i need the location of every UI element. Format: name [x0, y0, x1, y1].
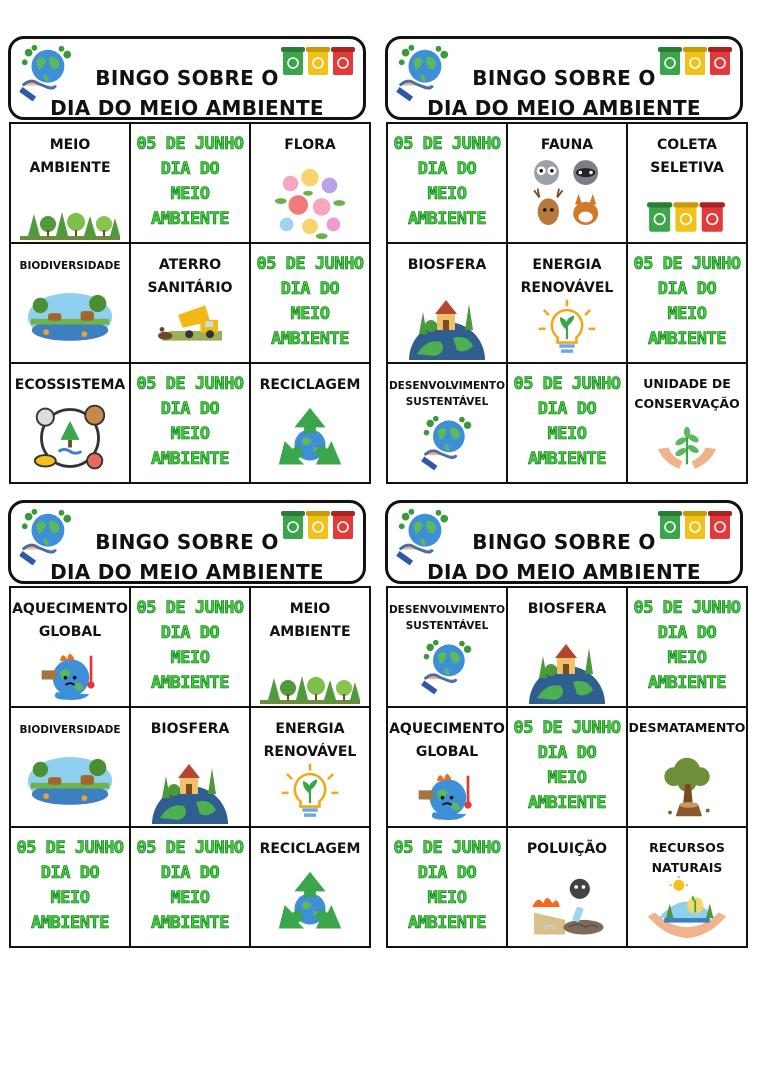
free-space-text: 05 DE JUNHO DIA DO MEIO AMBIENTE: [513, 374, 621, 469]
cell-label: FAUNA: [540, 137, 594, 153]
free-space-text: 05 DE JUNHO DIA DO MEIO AMBIENTE: [393, 838, 501, 933]
bingo-cell[interactable]: [250, 827, 370, 947]
free-space-text: 05 DE JUNHO DIA DO MEIO AMBIENTE: [633, 598, 741, 693]
bingo-cell[interactable]: [627, 827, 747, 947]
forest-icon: [20, 208, 120, 240]
hands-holding-sprout-icon: [656, 426, 718, 472]
bingo-cell[interactable]: [387, 363, 507, 483]
bingo-cell[interactable]: [250, 363, 370, 483]
bingo-cell[interactable]: [627, 363, 747, 483]
recycling-globe-icon: [271, 868, 349, 946]
card-header: [8, 36, 366, 120]
free-space-cell[interactable]: [130, 827, 250, 947]
hands-nature-resources-icon: [646, 876, 728, 940]
free-space-cell[interactable]: [627, 587, 747, 707]
bingo-cell[interactable]: [387, 587, 507, 707]
cell-label: AQUECIMENTO GLOBAL: [12, 601, 128, 640]
ecosystem-cycle-icon: [32, 400, 108, 476]
cell-label: MEIO AMBIENTE: [269, 601, 351, 640]
bingo-cell[interactable]: [10, 243, 130, 363]
bingo-cell[interactable]: [627, 707, 747, 827]
animals-icon: [527, 154, 607, 232]
recycling-globe-icon: [271, 404, 349, 482]
free-space-text: 05 DE JUNHO DIA DO MEIO AMBIENTE: [513, 718, 621, 813]
cell-label: BIOSFERA: [407, 257, 487, 273]
card-title-line-1: BINGO SOBRE O: [95, 66, 279, 90]
cell-label: ATERRO SANITÁRIO: [147, 257, 233, 296]
free-space-text: 05 DE JUNHO DIA DO MEIO AMBIENTE: [633, 254, 741, 349]
free-space-cell[interactable]: [387, 123, 507, 243]
bingo-grid: [386, 586, 748, 948]
biodiversity-scene-icon: [27, 752, 113, 806]
cell-label: DESMATAMENTO: [628, 720, 746, 735]
bingo-cell[interactable]: [10, 707, 130, 827]
card-title-line-1: BINGO SOBRE O: [472, 66, 656, 90]
card-title-line-2: DIA DO MEIO AMBIENTE: [50, 560, 324, 584]
recycling-bins-icon: [647, 200, 727, 234]
cell-label: UNIDADE DE CONSERVAÇÃO: [634, 376, 740, 411]
free-space-text: 05 DE JUNHO DIA DO MEIO AMBIENTE: [16, 838, 124, 933]
flowers-icon: [271, 164, 349, 242]
free-space-cell[interactable]: [10, 827, 130, 947]
free-space-text: 05 DE JUNHO DIA DO MEIO AMBIENTE: [136, 374, 244, 469]
bingo-cell[interactable]: [10, 587, 130, 707]
cell-label: FLORA: [284, 137, 336, 153]
pollution-icon: [528, 876, 606, 940]
card-title-line-1: BINGO SOBRE O: [95, 530, 279, 554]
cell-label: COLETA SELETIVA: [650, 137, 724, 176]
bingo-cell[interactable]: [10, 363, 130, 483]
free-space-cell[interactable]: [507, 707, 627, 827]
free-space-cell[interactable]: [387, 827, 507, 947]
light-bulb-plant-icon: [537, 298, 597, 358]
cut-tree-icon: [658, 754, 716, 820]
free-space-text: 05 DE JUNHO DIA DO MEIO AMBIENTE: [136, 598, 244, 693]
free-space-cell[interactable]: [250, 243, 370, 363]
bingo-grid: [386, 122, 748, 484]
card-title-line-2: DIA DO MEIO AMBIENTE: [427, 96, 701, 120]
bingo-cell[interactable]: [627, 123, 747, 243]
cell-label: AQUECIMENTO GLOBAL: [389, 721, 505, 760]
cell-label: ENERGIA RENOVÁVEL: [263, 721, 357, 760]
cell-label: BIODIVERSIDADE: [19, 260, 121, 272]
biosphere-globe-icon: [527, 638, 607, 704]
free-space-text: 05 DE JUNHO DIA DO MEIO AMBIENTE: [136, 838, 244, 933]
biodiversity-scene-icon: [27, 288, 113, 342]
free-space-cell[interactable]: [627, 243, 747, 363]
bingo-grid: [9, 586, 371, 948]
free-space-text: 05 DE JUNHO DIA DO MEIO AMBIENTE: [136, 134, 244, 229]
cell-label: RECURSOS NATURAIS: [649, 840, 725, 875]
free-space-text: 05 DE JUNHO DIA DO MEIO AMBIENTE: [393, 134, 501, 229]
bingo-cell[interactable]: [130, 243, 250, 363]
cell-label: ENERGIA RENOVÁVEL: [520, 257, 614, 296]
cell-label: DESENVOLVIMENTO SUSTENTÁVEL: [388, 380, 506, 408]
cell-label: BIOSFERA: [527, 601, 607, 617]
bingo-cell[interactable]: [507, 827, 627, 947]
hands-holding-earth-icon: [419, 414, 475, 470]
card-title-line-1: BINGO SOBRE O: [472, 530, 656, 554]
bingo-cell[interactable]: [507, 243, 627, 363]
bingo-cell[interactable]: [250, 123, 370, 243]
dump-truck-icon: [154, 298, 226, 348]
cell-label: BIODIVERSIDADE: [19, 724, 121, 736]
bingo-cell[interactable]: [507, 587, 627, 707]
bingo-grid: [9, 122, 371, 484]
forest-icon: [260, 672, 360, 704]
cell-label: RECICLAGEM: [259, 841, 361, 857]
bingo-cell[interactable]: [387, 707, 507, 827]
biosphere-globe-icon: [150, 758, 230, 824]
bingo-cell[interactable]: [250, 707, 370, 827]
cell-label: RECICLAGEM: [259, 377, 361, 393]
free-space-text: 05 DE JUNHO DIA DO MEIO AMBIENTE: [256, 254, 364, 349]
melting-earth-icon: [38, 646, 102, 702]
free-space-cell[interactable]: [130, 363, 250, 483]
bingo-cell[interactable]: [250, 587, 370, 707]
bingo-cell[interactable]: [507, 123, 627, 243]
cell-label: MEIO AMBIENTE: [29, 137, 111, 176]
cell-label: BIOSFERA: [150, 721, 230, 737]
card-header: [385, 500, 743, 584]
biosphere-globe-icon: [407, 294, 487, 360]
bingo-cell[interactable]: [387, 243, 507, 363]
bingo-cell[interactable]: [10, 123, 130, 243]
card-title-line-2: DIA DO MEIO AMBIENTE: [50, 96, 324, 120]
card-header: [8, 500, 366, 584]
free-space-cell[interactable]: [130, 587, 250, 707]
free-space-cell[interactable]: [130, 123, 250, 243]
free-space-cell[interactable]: [507, 363, 627, 483]
cell-label: ECOSSISTEMA: [14, 377, 126, 393]
cell-label: POLUIÇÃO: [526, 841, 608, 857]
cell-label: DESENVOLVIMENTO SUSTENTÁVEL: [388, 604, 506, 632]
card-header: [385, 36, 743, 120]
hands-holding-earth-icon: [419, 638, 475, 694]
melting-earth-icon: [415, 766, 479, 822]
light-bulb-plant-icon: [280, 762, 340, 822]
bingo-cell[interactable]: [130, 707, 250, 827]
card-title-line-2: DIA DO MEIO AMBIENTE: [427, 560, 701, 584]
